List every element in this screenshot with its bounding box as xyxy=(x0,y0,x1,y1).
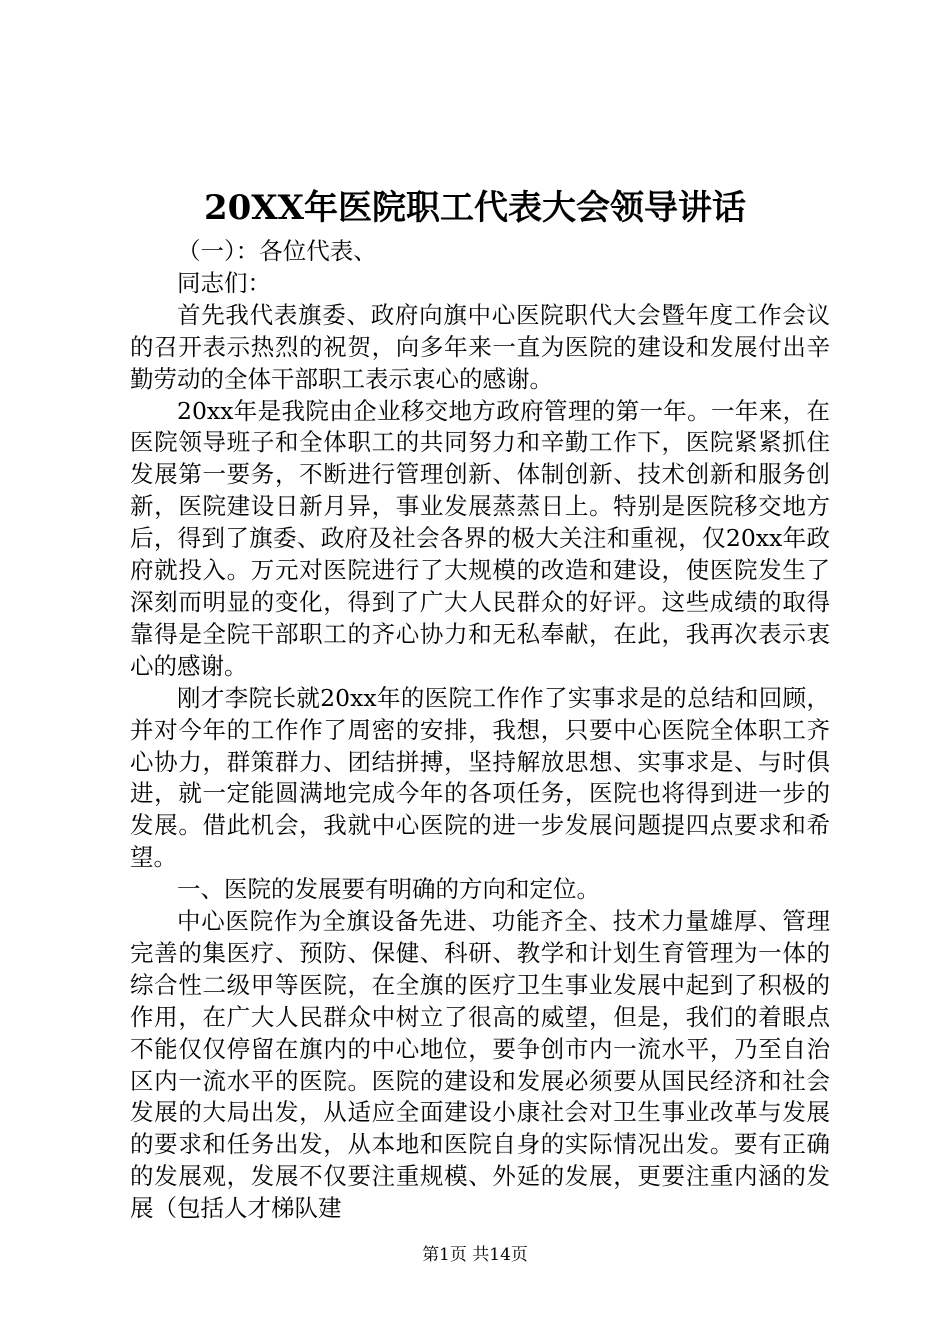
paragraph-greeting: 同志们： xyxy=(177,268,271,297)
paragraph: 首先我代表旗委、政府向旗中心医院职代大会暨年度工作会议的召开表示热烈的祝贺，向多年来一直为医院的建设和发展付出辛勤劳动的全体干部职工表示衷心的感谢。 xyxy=(130,300,830,393)
paragraph: 中心医院作为全旗设备先进、功能齐全、技术力量雄厚、管理完善的集医疗、预防、保健、科研、教学和计划生育管理为一体的综合性二级甲等医院，在全旗的医疗卫生事业发展中起到了积极的作用，在广大人民群众中树立了很高的威望，但是，我们的着眼点不能仅仅停留在旗内的中心地位，要争创市内一流水平，乃至自治区内一流水平的医院。医院的建设和发展必须要从国民经济和社会发展的大局出发，从适应全面建设小康社会对卫生事业改革与发展的要求和任务出发，从本地和医院自身的实际情况出发。要有正确的发展观，发展不仅要注重规模、外延的发展，更要注重内涵的发展（包括人才梯队建 xyxy=(130,907,830,1223)
paragraph: 20xx年是我院由企业移交地方政府管理的第一年。一年来，在医院领导班子和全体职工的共同努力和辛勤工作下，医院紧紧抓住发展第一要务，不断进行管理创新、体制创新、技术创新和服务创新，医院建设日新月异，事业发展蒸蒸日上。特别是医院移交地方后，得到了旗委、政府及社会各界的极大关注和重视，仅20xx年政府就投入。万元对医院进行了大规模的改造和建设，使医院发生了深刻而明显的变化，得到了广大人民群众的好评。这些成绩的取得靠得是全院干部职工的齐心协力和无私奉献，在此，我再次表示衷心的感谢。 xyxy=(130,396,830,680)
paragraph: 刚才李院长就20xx年的医院工作作了实事求是的总结和回顾，并对今年的工作作了周密的安排，我想，只要中心医院全体职工齐心协力，群策群力、团结拼搏，坚持解放思想、实事求是、与时俱进，就一定能圆满地完成今年的各项任务，医院也将得到进一步的发展。借此机会，我就中心医院的进一步发展问题提四点要求和希望。 xyxy=(130,683,830,872)
paragraph-salutation: （一）：各位代表、 xyxy=(177,237,377,265)
document-body xyxy=(130,236,830,1225)
page-number: 第1页 共14页 xyxy=(422,1245,528,1265)
document-title: 20XX年医院职工代表大会领导讲话 xyxy=(203,188,747,228)
section-heading: 一、医院的发展要有明确的方向和定位。 xyxy=(177,875,600,904)
